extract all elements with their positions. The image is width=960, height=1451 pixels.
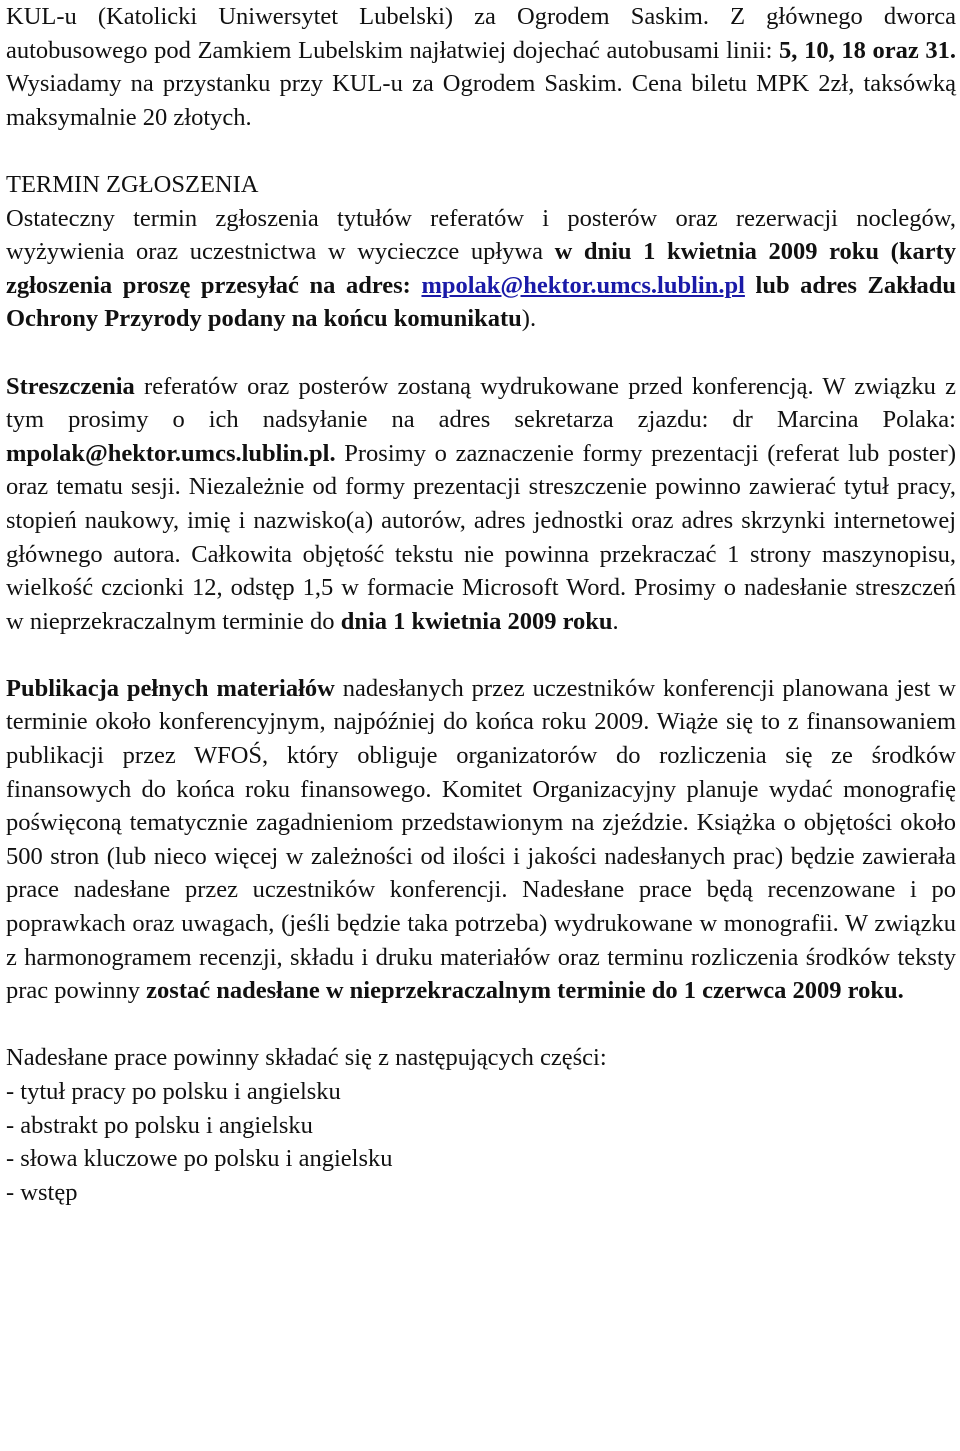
- termin-heading: TERMIN ZGŁOSZENIA: [6, 170, 259, 198]
- intro-text-2: Wysiadamy na przystanku przy KUL-u za Ogrodem Saskim. Cena biletu MPK 2zł, taksówką maksymalnie 20 złotych.: [6, 70, 956, 131]
- streszczenia-text-end: .: [612, 607, 619, 635]
- list-item: - wstęp: [6, 1178, 78, 1206]
- streszczenia-text-2: Prosimy o zaznaczenie formy prezentacji (referat lub poster) oraz tematu sesji. Niezależnie od formy prezentacji streszczenie powinno zawierać tytuł pracy, stopień naukowy, imię i nazwisko(a) autorów, adres jednostki oraz adres skrzynki internetowej głównego autora. Całkowita objętość tekstu nie powinna przekraczać 1 strony maszynopisu, wielkość czcionki 12, odstęp 1,5 w formacie Microsoft Word. Prosimy o nadesłanie streszczeń w nieprzekraczalnym terminie do: [6, 439, 956, 635]
- sklad-intro: Nadesłane prace powinny składać się z następujących części:: [6, 1044, 607, 1072]
- termin-address-note: lub adres Zakładu Ochrony Przyrody podany na końcu komunikatu: [6, 271, 957, 333]
- intro-text: KUL-u (Katolicki Uniwersytet Lubelski) za Ogrodem Saskim. Z głównego dworca autobusowego pod Zamkiem Lubelskim najłatwiej dojechać autobusami linii:: [6, 3, 956, 64]
- streszczenia-text: referatów oraz posterów zostaną wydrukowane przed konferencją. W związku z tym prosimy o ich nadsyłanie na adres sekretarza zjazdu: dr Marcina Polaka:: [6, 372, 956, 434]
- streszczenia-paragraph: [6, 370, 956, 639]
- publikacja-text: nadesłanych przez uczestników konferencji planowana jest w terminie około konferencyjnym, najpóźniej do końca roku 2009. Wiąże się to z finansowaniem publikacji przez WFOŚ, który obliguje organizatorów do rozliczenia się ze środków finansowych do końca roku finansowego. Komitet Organizacyjny planuje wydać monografię poświęconą tematycznie zagadnieniom przedstawionym na zjeździe. Książka o objętości około 500 stron (lub nieco więcej w zależności od ilości i jakości nadesłanych prac) będzie zawierała prace nadesłane przez uczestników konferencji. Nadesłane prace będą recenzowane i po poprawkach oraz uwagach, (jeśli będzie taka potrzeba) wydrukowane w monografii. W związku z harmonogramem recenzji, składu i druku materiałów oraz terminu rozliczenia środków teksty prac powinny: [6, 674, 957, 1005]
- termin-text: Ostateczny termin zgłoszenia tytułów referatów i posterów oraz rezerwacji noclegów, wyżywienia oraz uczestnictwa w wycieczce upływa: [6, 204, 956, 266]
- document-page: [6, 0, 956, 1209]
- intro-paragraph: [6, 0, 956, 134]
- intro-bus-lines: 5, 10, 18 oraz 31.: [779, 36, 957, 64]
- streszczenia-lead: Streszczenia: [6, 372, 135, 400]
- list-item: - słowa kluczowe po polsku i angielsku: [6, 1145, 393, 1173]
- streszczenia-email: mpolak@hektor.umcs.lublin.pl.: [6, 439, 336, 467]
- streszczenia-deadline: dnia 1 kwietnia 2009 roku: [340, 607, 613, 635]
- termin-deadline: w dniu 1 kwietnia 2009 roku (karty zgłoszenia proszę przesyłać na adres:: [6, 238, 956, 299]
- termin-email-link[interactable]: mpolak@hektor.umcs.lublin.pl: [421, 271, 745, 299]
- publikacja-paragraph: [6, 672, 956, 1008]
- sklad-list: [6, 1075, 956, 1209]
- termin-paragraph: [6, 202, 956, 336]
- termin-text-end: ).: [521, 305, 537, 333]
- list-item: - tytuł pracy po polsku i angielsku: [6, 1078, 341, 1105]
- publikacja-lead: Publikacja pełnych materiałów: [6, 674, 335, 702]
- publikacja-deadline: zostać nadesłane w nieprzekraczalnym terminie do 1 czerwca 2009 roku.: [146, 977, 904, 1005]
- list-item: - abstrakt po polsku i angielsku: [6, 1111, 313, 1139]
